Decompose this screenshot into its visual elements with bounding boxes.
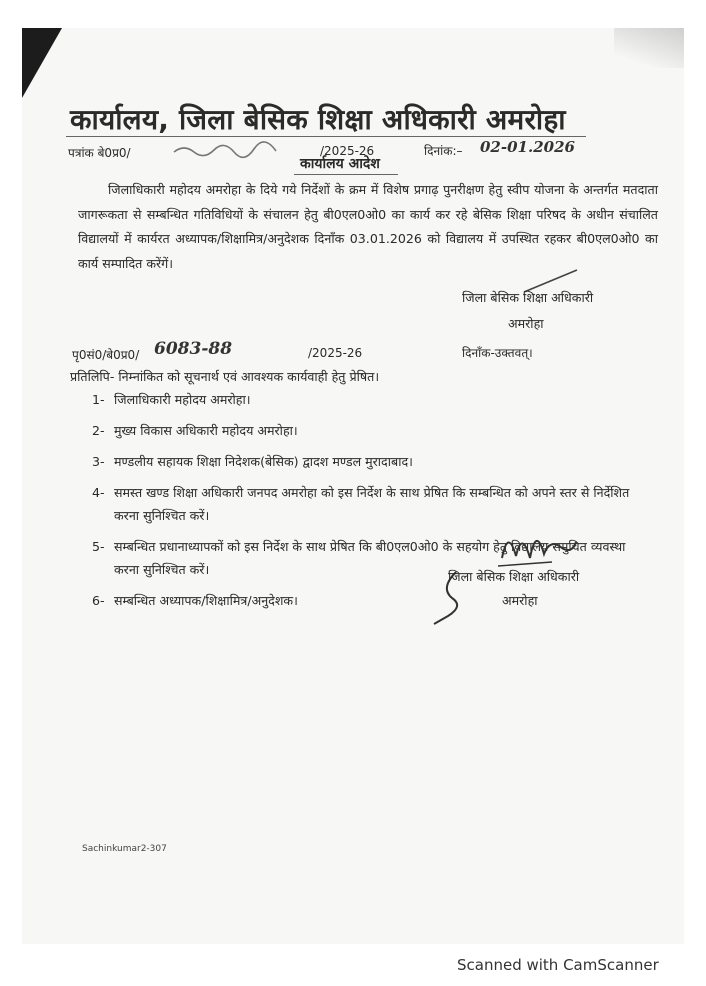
ref-prefix: पत्रांक बे0प्र0/ (68, 146, 131, 160)
copy-list (92, 388, 672, 620)
signature-2-place: अमरोहा (502, 593, 538, 608)
ref-date-label: दिनांक:– (424, 144, 463, 158)
document-page (22, 28, 684, 944)
redacted-scribble (172, 140, 282, 160)
ref-year: /2025-26 (320, 144, 375, 158)
list-item: 2- मुख्य विकास अधिकारी महोदय अमरोहा। (92, 423, 298, 438)
office-heading: कार्यालय, जिला बेसिक शिक्षा अधिकारी अमरोहा (70, 103, 566, 136)
order-body (78, 178, 658, 276)
endorsement-date: दिनाँक-उक्तवत्। (462, 346, 533, 360)
order-title: कार्यालय आदेश (300, 156, 380, 172)
heading-underline (66, 136, 586, 137)
signature-2-title: जिला बेसिक शिक्षा अधिकारी (448, 569, 580, 584)
scanner-watermark: Scanned with CamScanner (457, 956, 659, 974)
endorsement-year: /2025-26 (308, 346, 363, 360)
scan-shadow-corner-right (614, 28, 684, 68)
scan-shadow-corner (22, 28, 62, 98)
endorsement-prefix: पृ0सं0/बे0प्र0/ (72, 348, 140, 362)
ref-date-value: 02-01.2026 (480, 138, 575, 156)
order-title-underline (294, 174, 398, 175)
list-item: 6- सम्बन्धित अध्यापक/शिक्षामित्र/अनुदेशक। (92, 593, 298, 608)
endorsement-number: 6083-88 (154, 339, 233, 359)
list-item: 3- मण्डलीय सहायक शिक्षा निदेशक(बेसिक) द्वादश मण्डल मुरादाबाद। (92, 454, 413, 469)
signature-1-place: अमरोहा (508, 316, 544, 331)
list-item: 5- सम्बन्धित प्रधानाध्यापकों को इस निर्देश के साथ प्रेषित कि बी0एल0ओ0 के सहयोग हेतु विद्यालय समुचित व्यवस्था करना सुनिश्चित करें। (92, 539, 626, 577)
order-body-text: जिलाधिकारी महोदय अमरोहा के दिये गये निर्देशों के क्रम में विशेष प्रगाढ़ पुनरीक्षण हेतु स्वीप योजना के अन्तर्गत मतदाता जागरूकता से सम्बन्धित गतिविधियों के संचालन हेतु बी0एल0ओ0 का कार्य कर रहे बेसिक शिक्षा परिषद के अधीन संचालित विद्यालयों में कार्यरत अध्यापक/शिक्षामित्र/अनुदेशक दिनाँक 03.01.2026 को विद्यालय में उपस्थित रहकर बी0एल0ओ0 का कार्य सम्पादित करेंगें। (78, 182, 658, 271)
copy-to-line: प्रतिलिपि- निम्नांकित को सूचनार्थ एवं आवश्यक कार्यवाही हेतु प्रेषित। (70, 369, 380, 384)
list-item: 4- समस्त खण्ड शिक्षा अधिकारी जनपद अमरोहा को इस निर्देश के साथ प्रेषित कि सम्बन्धित को अपने स्तर से निर्देशित करना सुनिश्चित करें। (92, 485, 630, 523)
typist-code: Sachinkumar2-307 (82, 844, 167, 854)
signature-1-title: जिला बेसिक शिक्षा अधिकारी (462, 290, 594, 305)
list-item: 1- जिलाधिकारी महोदय अमरोहा। (92, 392, 251, 407)
